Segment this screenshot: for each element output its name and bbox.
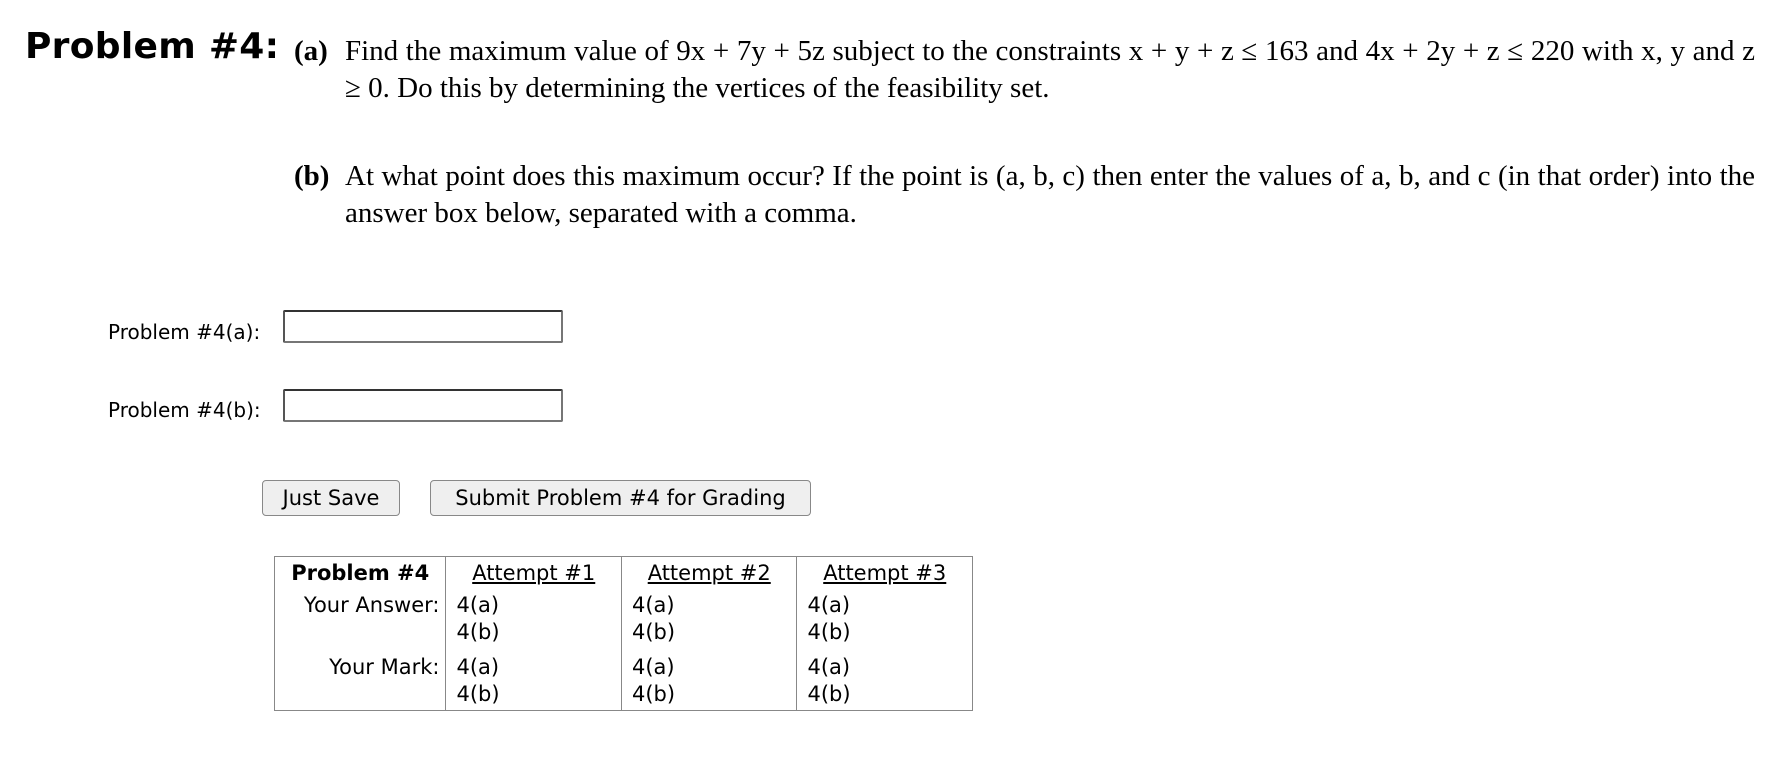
attempt-3-answer-cell: [797, 590, 973, 648]
attempts-table: [274, 556, 973, 711]
part-a-text: Find the maximum value of 9x + 7y + 5z subject to the constraints x + y + z ≤ 163 and 4x + 2y + z ≤ 220 with x, y and z ≥ 0. Do this by determining the vertices of the feasibility set.: [345, 35, 1755, 104]
part-a-label: (a): [294, 35, 328, 67]
attempt-1-answer-b: 4(b): [456, 620, 500, 644]
attempt-3-link[interactable]: Attempt #3: [797, 557, 973, 591]
attempt-1-answer-a: 4(a): [456, 593, 500, 617]
attempt-1-link[interactable]: Attempt #1: [446, 557, 622, 591]
answer-a-label: Problem #4(a):: [108, 320, 261, 344]
attempt-2-answer-cell: [621, 590, 797, 648]
attempt-2-mark-b: 4(b): [631, 682, 676, 706]
your-mark-label: Your Mark:: [329, 655, 440, 679]
part-a-statement: [294, 33, 1756, 113]
part-b-statement: [294, 158, 1756, 238]
part-b-text: At what point does this maximum occur? If the point is (a, b, c) then enter the values of a, b, and c (in that order) into the answer box below, separated with a comma.: [345, 160, 1755, 229]
attempt-3-answer-b: 4(b): [807, 620, 851, 644]
answer-b-label: Problem #4(b):: [108, 398, 261, 422]
just-save-button[interactable]: Just Save: [262, 480, 400, 516]
attempt-2-answer-b: 4(b): [631, 620, 676, 644]
attempt-2-link[interactable]: Attempt #2: [621, 557, 797, 591]
submit-for-grading-button[interactable]: Submit Problem #4 for Grading: [430, 480, 811, 516]
attempt-3-mark-a: 4(a): [807, 655, 851, 679]
attempt-3-mark-cell: [797, 648, 973, 711]
answer-b-input[interactable]: [283, 389, 563, 422]
attempt-1-mark-cell: [446, 648, 622, 711]
attempt-1-mark-b: 4(b): [456, 682, 500, 706]
attempt-2-answer-a: 4(a): [631, 593, 675, 617]
attempts-table-title: Problem #4: [291, 561, 430, 585]
your-answer-label: Your Answer:: [303, 593, 440, 617]
problem-title: Problem #4:: [25, 26, 280, 67]
answer-a-input[interactable]: [283, 310, 563, 343]
attempt-2-mark-cell: [621, 648, 797, 711]
attempt-3-mark-b: 4(b): [807, 682, 851, 706]
attempt-3-answer-a: 4(a): [807, 593, 851, 617]
your-mark-row: [275, 648, 973, 711]
attempt-1-answer-cell: [446, 590, 622, 648]
attempts-header-row: [275, 557, 973, 591]
your-answer-row: [275, 590, 973, 648]
attempt-1-mark-a: 4(a): [456, 655, 500, 679]
attempt-2-mark-a: 4(a): [631, 655, 675, 679]
part-b-label: (b): [294, 160, 330, 192]
